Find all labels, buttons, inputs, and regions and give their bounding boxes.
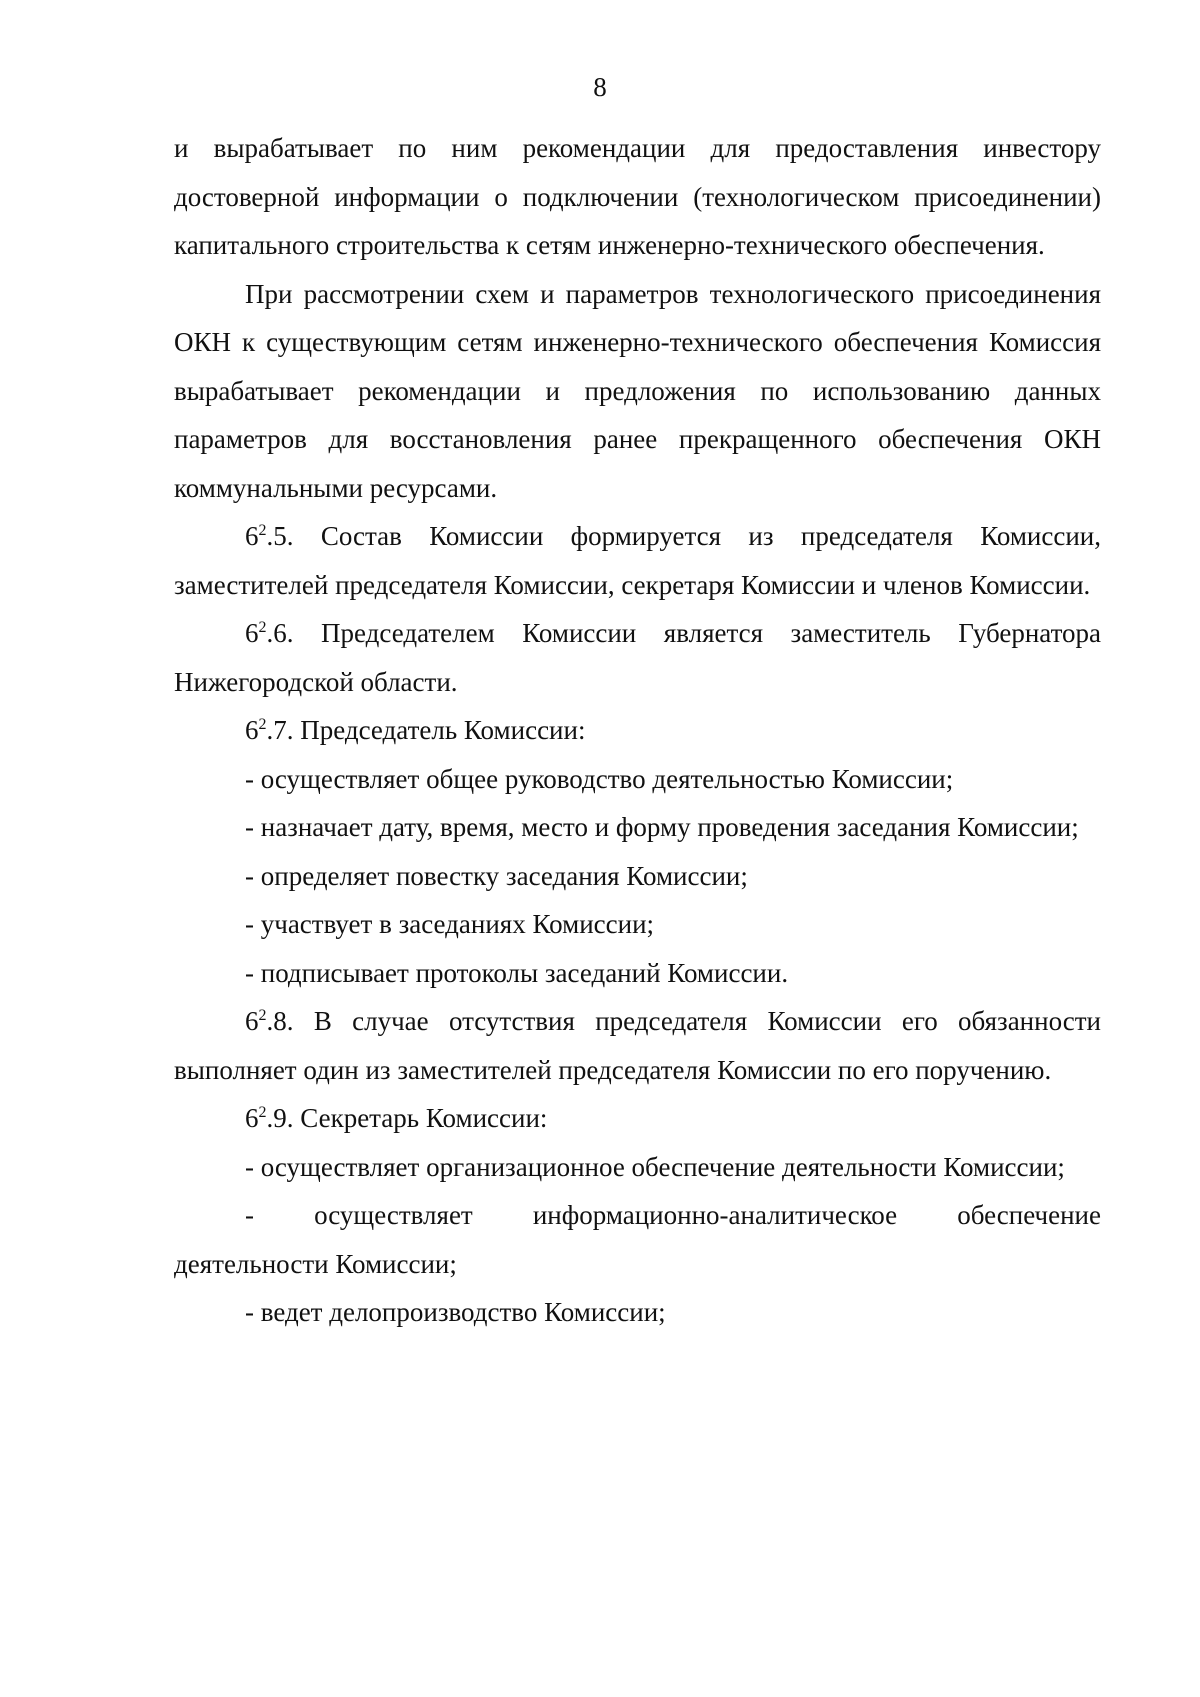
- list-item-secretary-duty: - ведет делопроизводство Комиссии;: [245, 1297, 666, 1327]
- section-text: .8. В случае отсутствия председателя Комиссии его обязанности выполняет один из заместителей председателя Комиссии по его поручению.: [174, 1006, 1101, 1085]
- section-text: .7. Председатель Комиссии:: [266, 715, 586, 745]
- section-superscript: 2: [258, 716, 267, 733]
- paragraph-6-2-5: [174, 512, 1101, 609]
- document-body: [174, 124, 1101, 1337]
- list-item-secretary-duty: - осуществляет организационное обеспечение деятельности Комиссии;: [245, 1151, 1065, 1182]
- list-item-secretary-duty: - осуществляет информационно-аналитическое обеспечение деятельности Комиссии;: [174, 1200, 1101, 1279]
- paragraph-6-2-6: [174, 609, 1101, 706]
- list-item-chair-duty: - определяет повестку заседания Комиссии;: [245, 860, 748, 891]
- list-item-chair-duty: - подписывает протоколы заседаний Комиссии.: [245, 957, 789, 988]
- list-item-chair-duty: - назначает дату, время, место и форму проведения заседания Комиссии;: [245, 812, 1079, 842]
- paragraph-continuation: и вырабатывает по ним рекомендации для предоставления инвестору достоверной информации о подключении (технологическом присоединении) капитального строительства к сетям инженерно-технического обеспечения.: [174, 133, 1101, 260]
- page-number: 8: [593, 72, 607, 102]
- paragraph-6-2-7: [174, 706, 1101, 755]
- paragraph-6-2-9: [174, 1094, 1101, 1143]
- section-number: 6: [245, 521, 259, 551]
- section-number: 6: [245, 715, 259, 745]
- section-superscript: 2: [258, 1104, 267, 1121]
- section-text: .9. Секретарь Комиссии:: [266, 1103, 548, 1133]
- paragraph-connection-schemes: При рассмотрении схем и параметров технологического присоединения ОКН к существующим сетям инженерно-технического обеспечения Комиссия вырабатывает рекомендации и предложения по использованию данных параметров для восстановления ранее прекращенного обеспечения ОКН коммунальными ресурсами.: [174, 278, 1101, 503]
- section-text: .6. Председателем Комиссии является заместитель Губернатора Нижегородской области.: [174, 618, 1101, 697]
- list-item-chair-duty: - осуществляет общее руководство деятельностью Комиссии;: [245, 763, 954, 794]
- section-number: 6: [245, 1103, 259, 1133]
- section-superscript: 2: [258, 1007, 267, 1024]
- section-superscript: 2: [258, 619, 267, 636]
- section-superscript: 2: [258, 522, 267, 539]
- section-text: .5. Состав Комиссии формируется из председателя Комиссии, заместителей председателя Комиссии, секретаря Комиссии и членов Комиссии.: [174, 521, 1101, 600]
- section-number: 6: [245, 1006, 259, 1036]
- paragraph-6-2-8: [174, 997, 1101, 1094]
- section-number: 6: [245, 618, 259, 648]
- list-item-chair-duty: - участвует в заседаниях Комиссии;: [245, 909, 655, 939]
